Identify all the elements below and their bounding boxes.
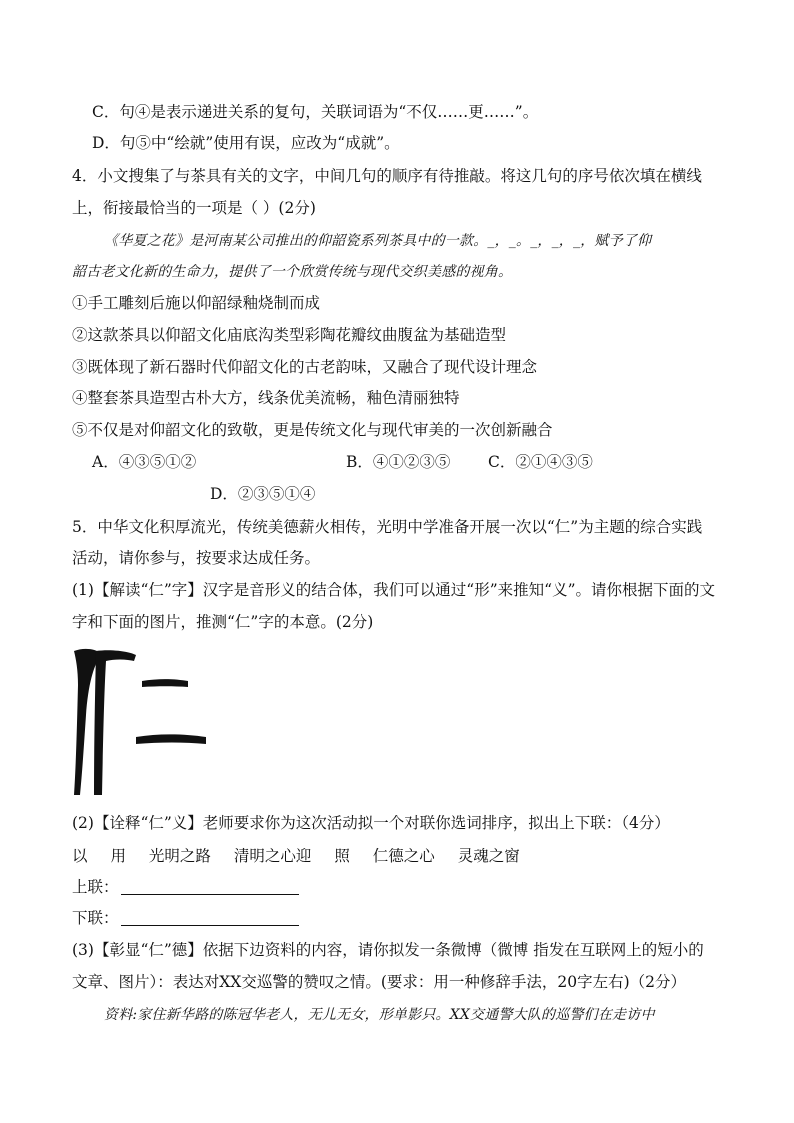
- q4-option-c: C．②①④③⑤: [488, 453, 593, 471]
- q4-sentence-4: ④整套茶具造型古朴大方，线条优美流畅，釉色清丽独特: [72, 389, 460, 407]
- q5-sub2-stem: (2)【诠释“仁”义】老师要求你为这次活动拟一个对联你选词排序，拟出上下联：（4分）: [72, 814, 670, 832]
- q4-passage-line1: 《华夏之花》是河南某公司推出的仰韶瓷系列茶具中的一款。_，_。_，_，_，赋予了仰: [104, 233, 652, 249]
- q5-stem-line1: 5．中华文化积厚流光，传统美德薪火相传，光明中学准备开展一次以“仁”为主题的综合实践: [72, 518, 703, 536]
- q4-option-d: D．②③⑤①④: [210, 485, 316, 503]
- q4-stem-line2: 上，衔接最恰当的一项是（ ）(2分): [72, 199, 316, 217]
- q4-passage-line2: 韶古老文化新的生命力，提供了一个欣赏传统与现代交织美感的视角。: [72, 264, 513, 280]
- q4-option-a: A．④③⑤①②: [92, 453, 197, 471]
- q4-sentence-5: ⑤不仅是对仰韶文化的致敬，更是传统文化与现代审美的一次创新融合: [72, 421, 553, 439]
- upper-couplet-row: [72, 876, 299, 898]
- ren-stroke-left-hook: [94, 650, 136, 795]
- q5-sub3-line1: (3)【彰显“仁”德】依据下边资料的内容，请你拟发一条微博（微博 指发在互联网上的短小的: [72, 941, 704, 959]
- word-bank-item: 用: [110, 847, 126, 865]
- q4-sentence-3: ③既体现了新石器时代仰韶文化的古老韵味，又融合了现代设计理念: [72, 358, 538, 376]
- word-bank-item: 灵魂之窗: [457, 847, 520, 865]
- q5-material-line: 资料:家住新华路的陈冠华老人，无儿无女，形单影只。XX交通警大队的巡警们在走访中: [104, 1007, 655, 1023]
- q4-sentence-2: ②这款茶具以仰韶文化庙底沟类型彩陶花瓣纹曲腹盆为基础造型: [72, 326, 507, 344]
- lower-couplet-row: [72, 907, 299, 929]
- ren-stroke-bottom: [136, 734, 206, 744]
- upper-couplet-blank[interactable]: [121, 878, 299, 895]
- q4-stem-line1: 4．小文搜集了与茶具有关的文字，中间几句的顺序有待推敲。将这几句的序号依次填在横线: [72, 167, 702, 185]
- upper-couplet-label: 上联：: [72, 878, 119, 896]
- word-bank-item: 以: [72, 847, 88, 865]
- ren-stroke-top: [142, 679, 188, 687]
- q5-sub3-line2: 文章、图片）：表达对XX交巡警的赞叹之情。(要求：用一种修辞手法，20字左右)（2分）: [72, 973, 687, 991]
- q3-option-c: C．句④是表示递进关系的复句，关联词语为“不仅……更……”。: [92, 103, 539, 121]
- word-bank-item: 照: [334, 847, 350, 865]
- word-bank-item: 仁德之心: [372, 847, 435, 865]
- q5-word-bank: [72, 845, 538, 867]
- q5-sub1-line2: 字和下面的图片，推测“仁”字的本意。(2分): [72, 613, 374, 631]
- ren-character-image: [70, 645, 210, 800]
- q4-sentence-1: ①手工雕刻后施以仰韶绿釉烧制而成: [72, 294, 321, 312]
- q4-option-b: B．④①②③⑤: [346, 453, 451, 471]
- lower-couplet-label: 下联：: [72, 909, 119, 927]
- word-bank-item: 清明之心迎: [233, 847, 312, 865]
- word-bank-item: 光明之路: [148, 847, 211, 865]
- lower-couplet-blank[interactable]: [121, 909, 299, 926]
- q3-option-d: D．句⑤中“绘就”使用有误，应改为“成就”。: [92, 134, 400, 152]
- q5-sub1-line1: (1)【解读“仁”字】汉字是音形义的结合体，我们可以通过“形”来推知“义”。请你根据下面的文: [72, 581, 716, 599]
- q5-stem-line2: 活动，请你参与，按要求达成任务。: [72, 549, 321, 567]
